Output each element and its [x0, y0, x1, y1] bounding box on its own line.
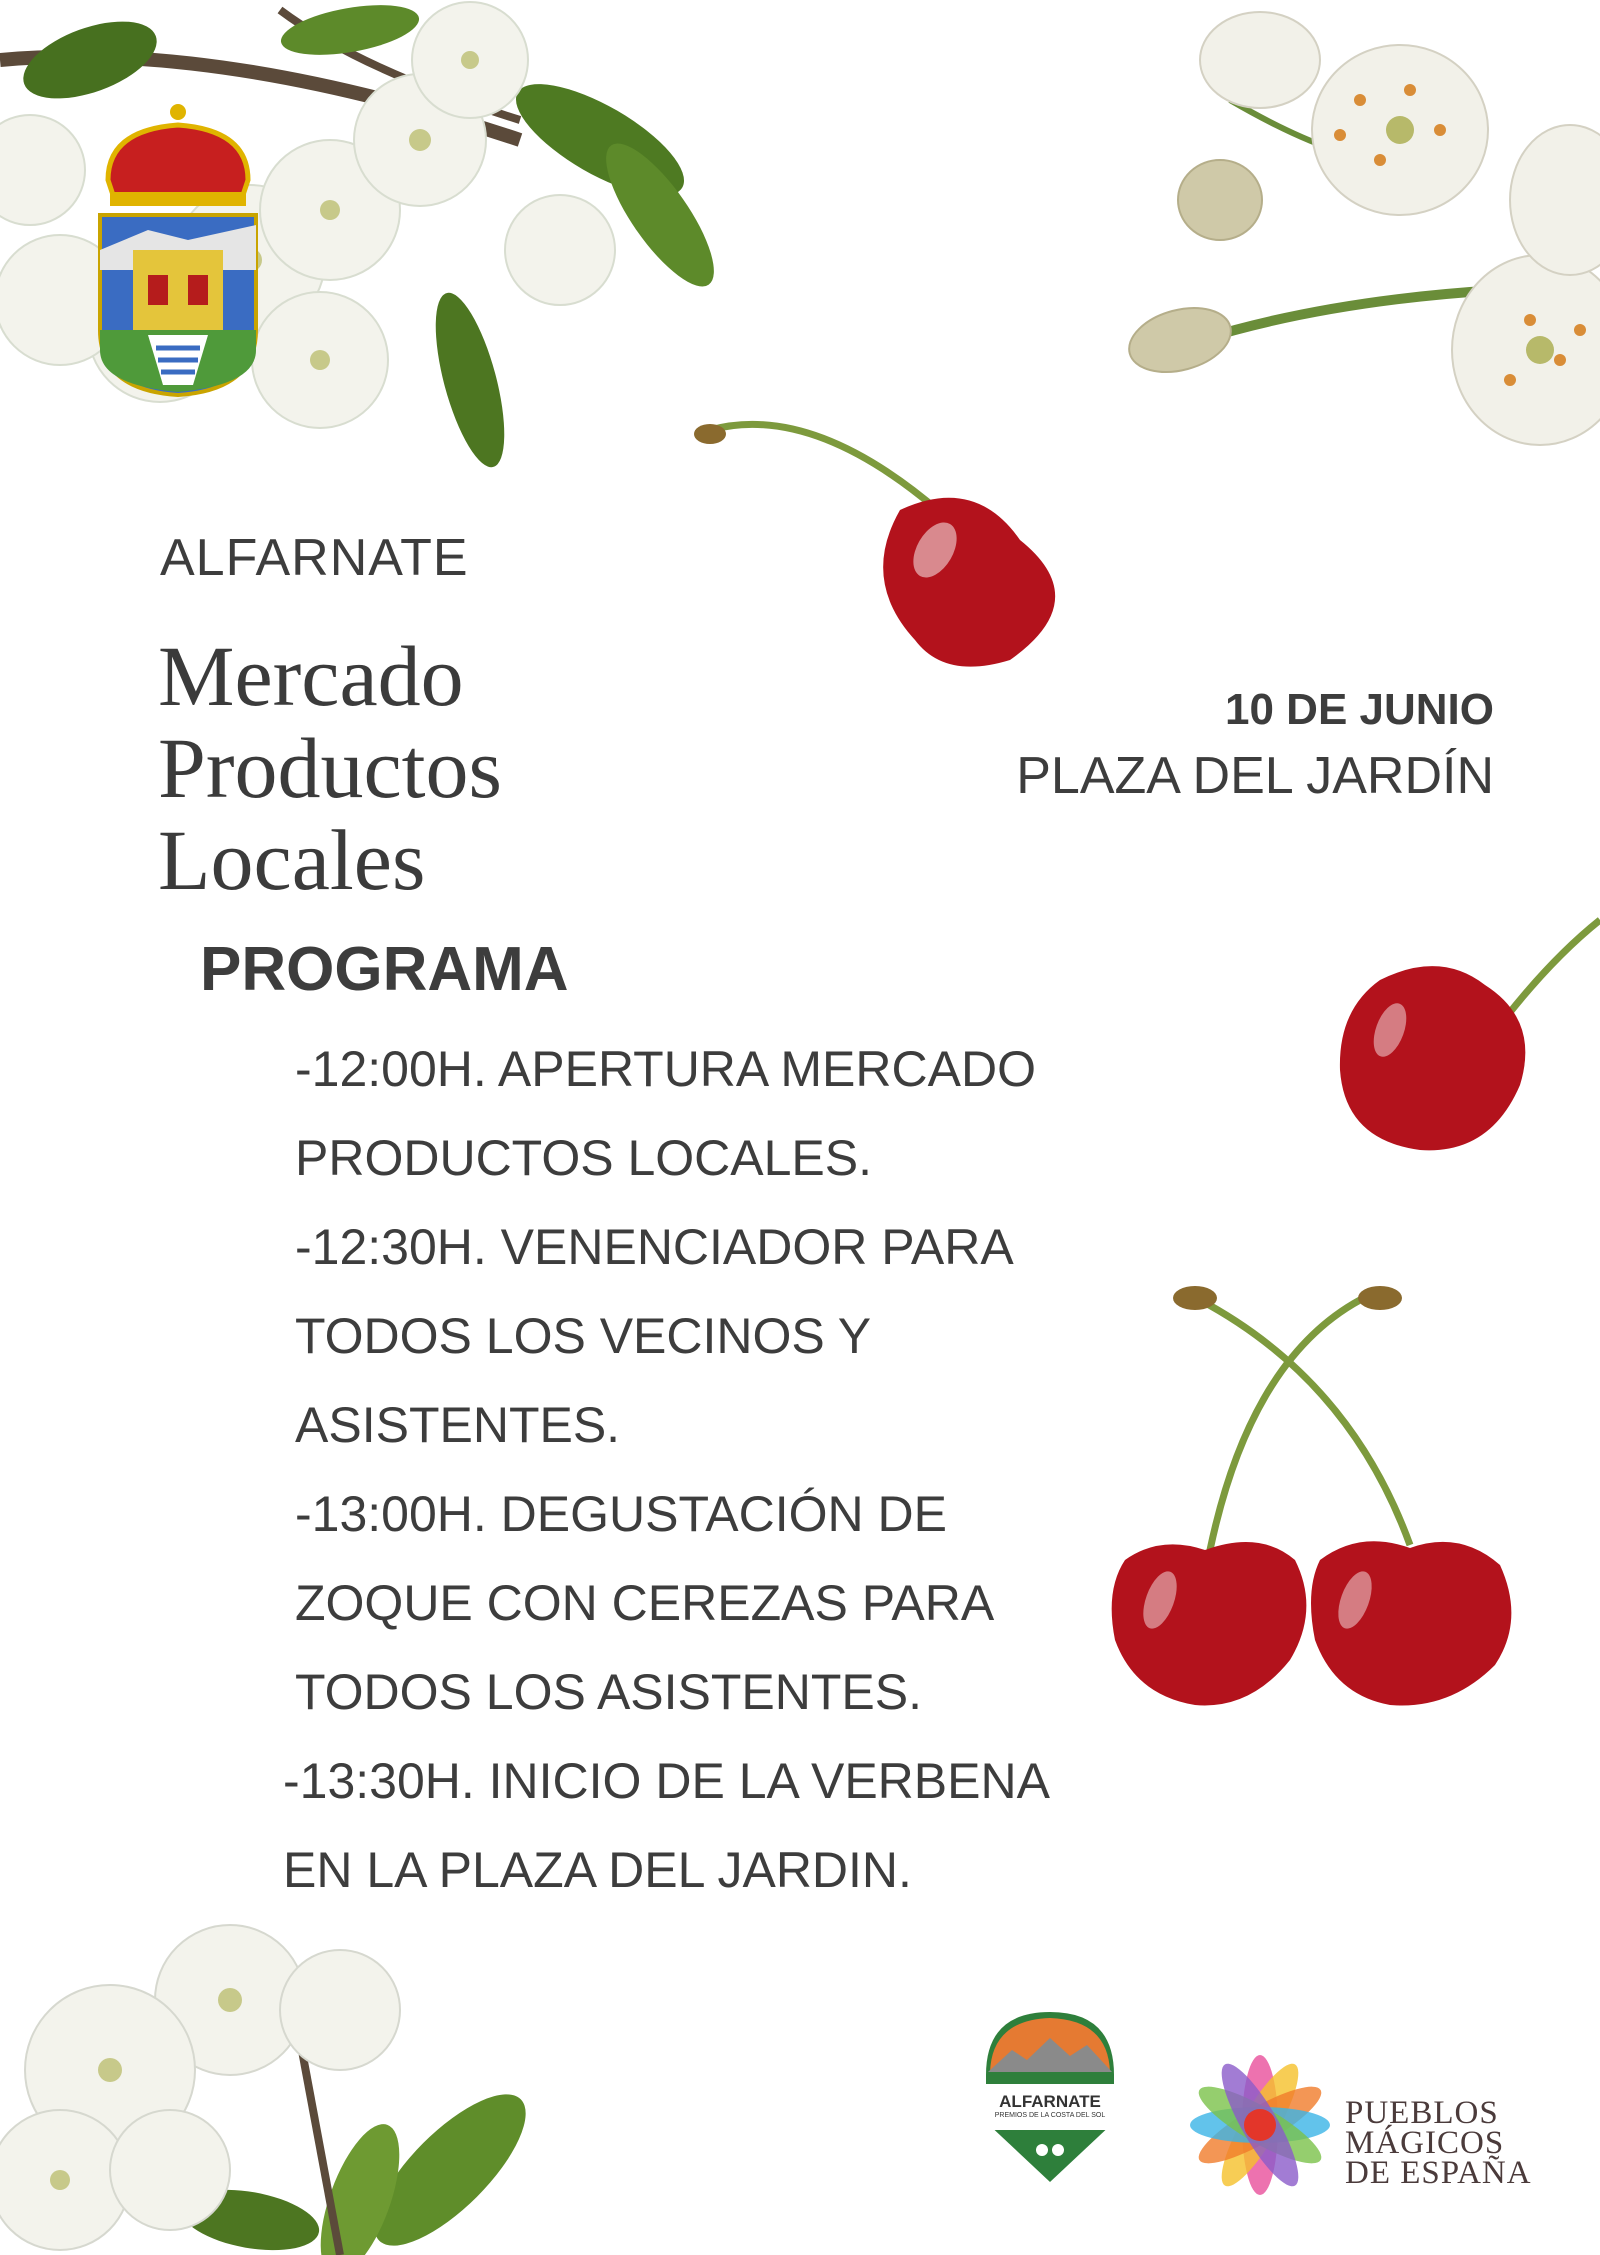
event-title	[158, 630, 718, 906]
pueblos-magicos-line: DE ESPAÑA	[1345, 2155, 1532, 2191]
pueblos-magicos-label	[1345, 2095, 1532, 2191]
cherry-icon	[1320, 900, 1600, 1160]
alfarnate-badge-subtitle: PREMIOS DE LA COSTA DEL SOL	[994, 2112, 1106, 2119]
program-line: EN LA PLAZA DEL JARDIN.	[283, 1842, 912, 1898]
coat-of-arms-icon	[88, 100, 268, 400]
program-line: TODOS LOS ASISTENTES.	[295, 1664, 923, 1720]
cherry-pair-icon	[1100, 1270, 1540, 1720]
program-line: -13:00H. DEGUSTACIÓN DE	[295, 1486, 948, 1542]
program-line: ASISTENTES.	[295, 1397, 621, 1453]
program-line: -12:30H. VENENCIADOR PARA	[295, 1219, 1014, 1275]
program-line: PRODUCTOS LOCALES.	[295, 1130, 873, 1186]
cherry-blossom-top-right	[1110, 0, 1600, 530]
pueblos-magicos-line: MÁGICOS	[1345, 2125, 1505, 2161]
program-line: -13:30H. INICIO DE LA VERBENA	[283, 1753, 1050, 1809]
town-name: ALFARNATE	[160, 529, 469, 587]
program-line: ZOQUE CON CEREZAS PARA	[295, 1575, 995, 1631]
event-place: PLAZA DEL JARDÍN	[1016, 747, 1494, 805]
program-line: TODOS LOS VECINOS Y	[295, 1308, 872, 1364]
event-title-line: Locales	[158, 812, 426, 908]
cherry-icon	[680, 400, 1100, 680]
event-date: 10 DE JUNIO	[1225, 685, 1494, 734]
program-line: -12:00H. APERTURA MERCADO	[295, 1041, 1036, 1097]
event-title-line: Mercado	[158, 628, 464, 724]
program-heading: PROGRAMA	[200, 935, 569, 1004]
alfarnate-badge-label: ALFARNATE	[999, 2092, 1101, 2111]
cherry-blossom-bottom-left	[0, 1920, 580, 2255]
event-title-line: Productos	[158, 720, 502, 816]
pueblos-magicos-flower-icon	[1180, 2045, 1340, 2205]
pueblos-magicos-line: PUEBLOS	[1345, 2095, 1499, 2131]
